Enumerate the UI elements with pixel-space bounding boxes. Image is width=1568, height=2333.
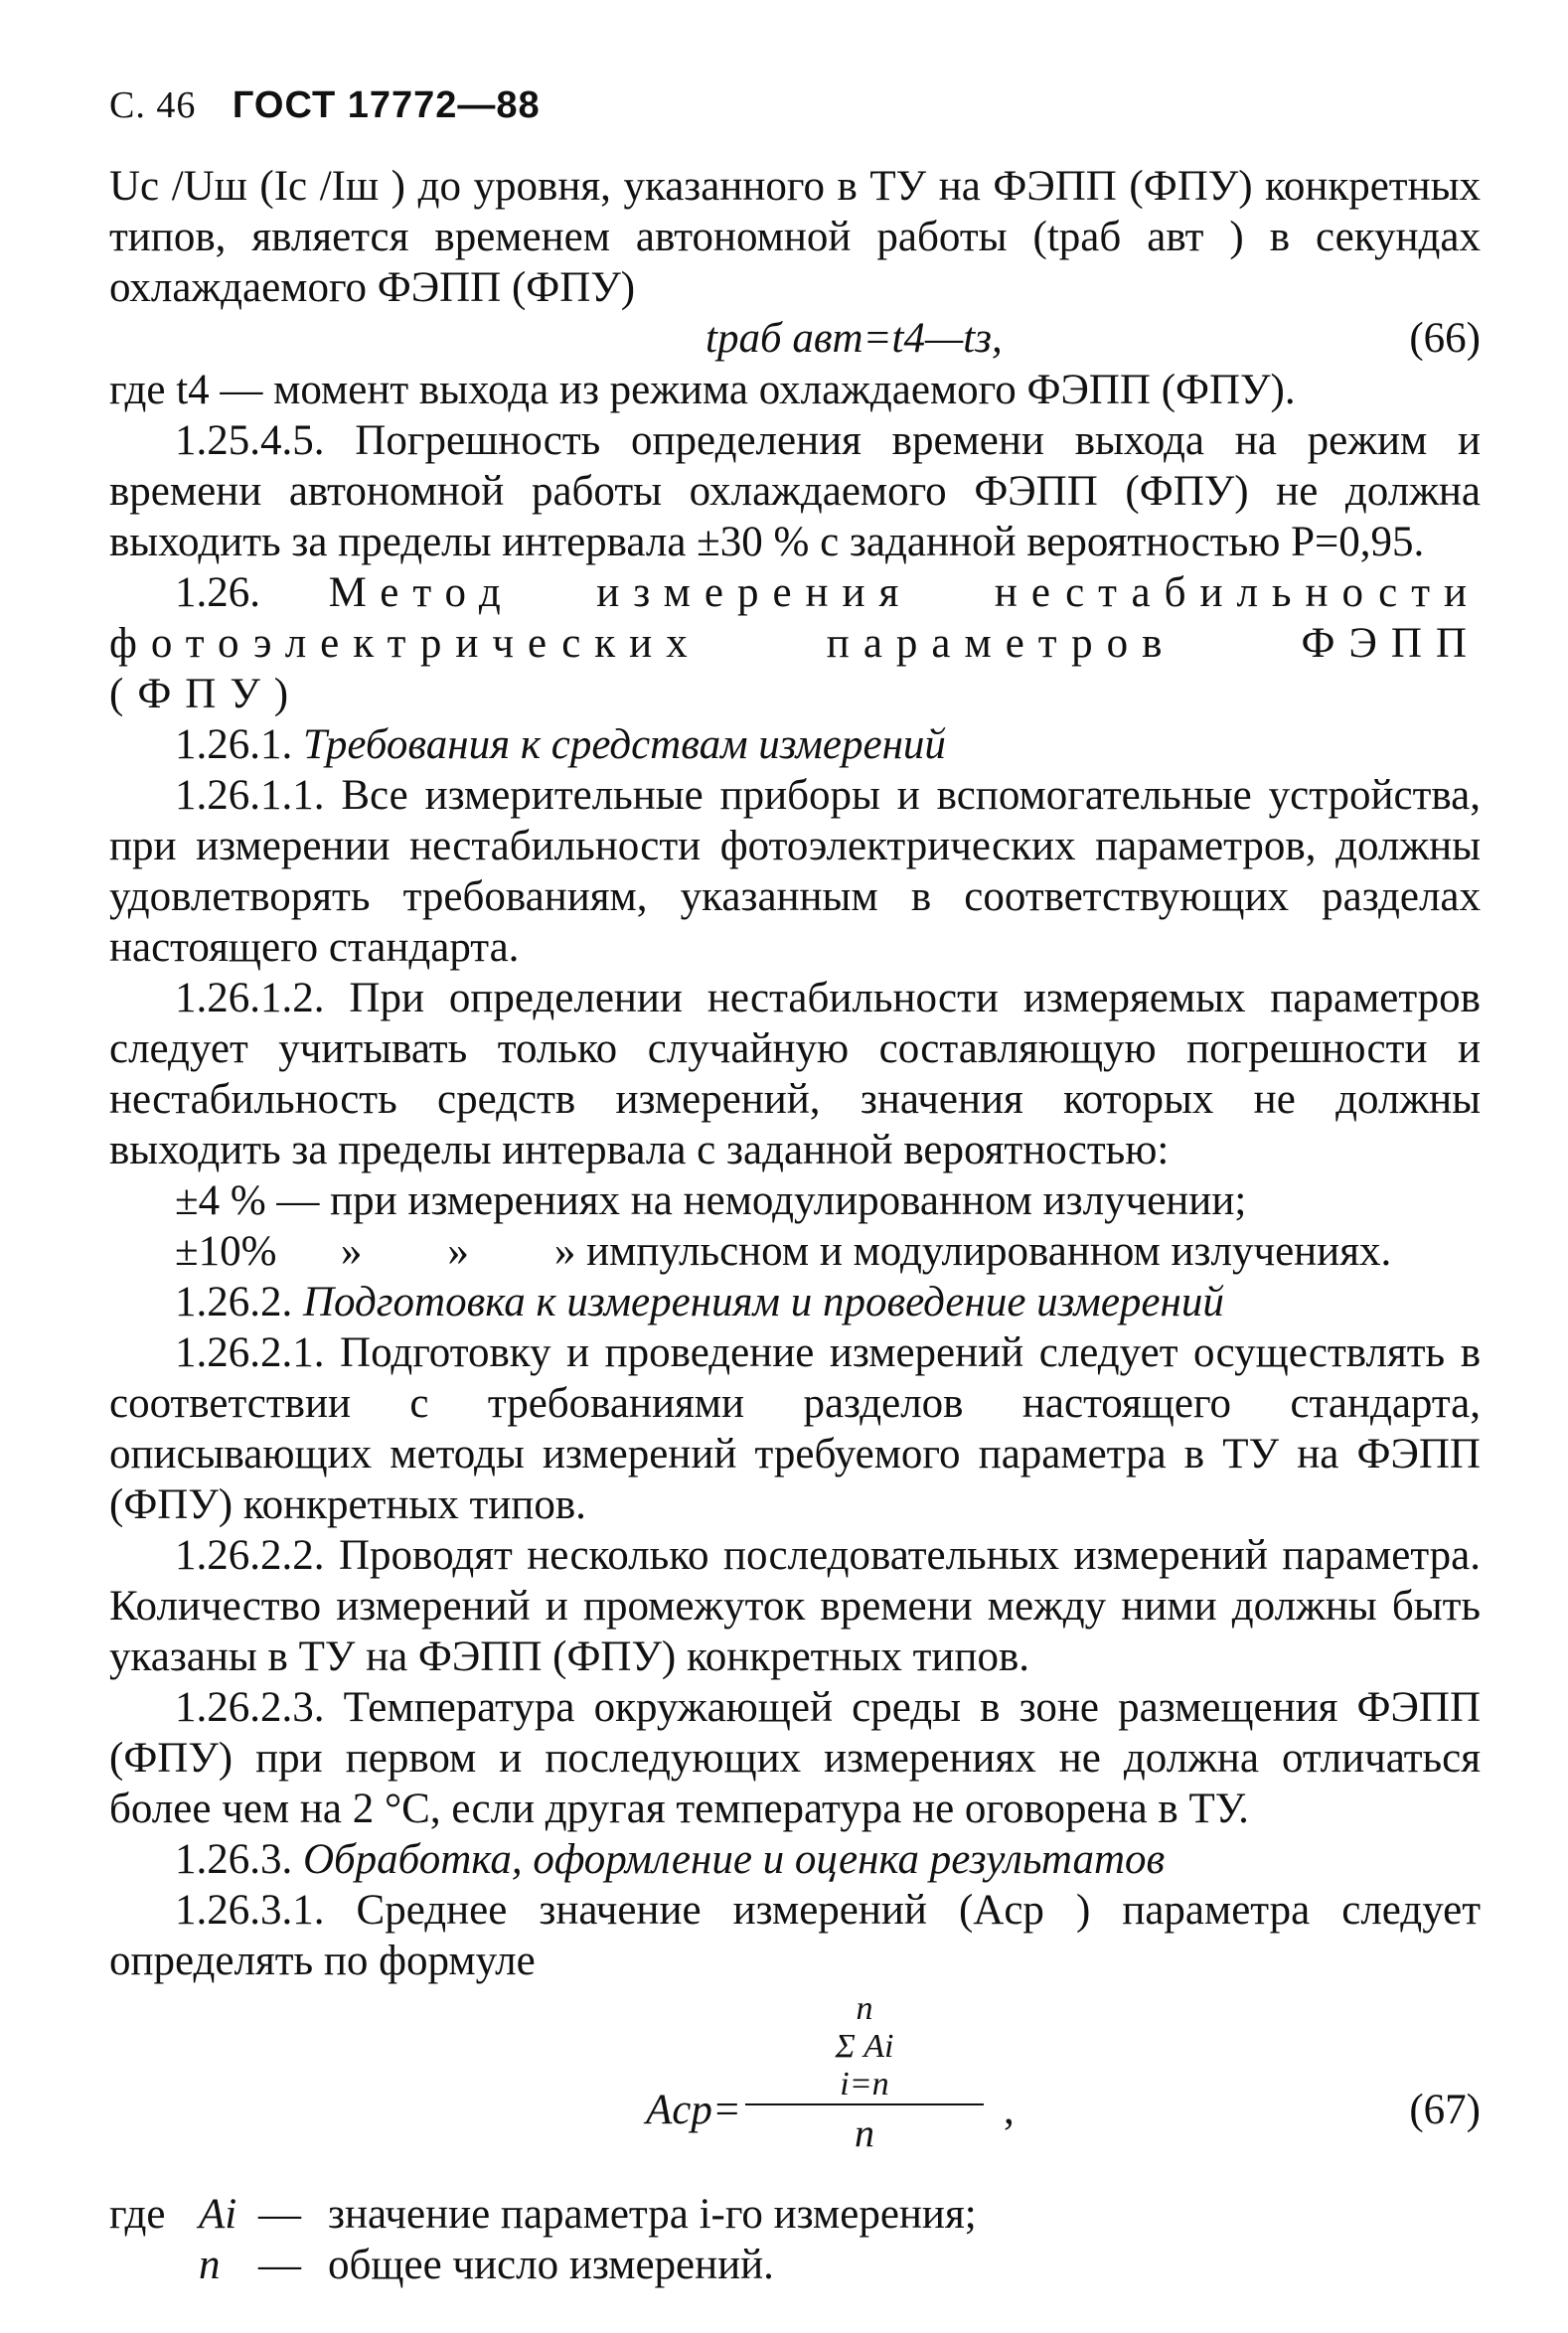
fraction-bar [745,2103,984,2105]
where-line-1 [109,2189,1481,2240]
section-number: 1.26. [175,569,260,616]
formula-number: (67) [1409,2087,1481,2133]
where-symbol: n [199,2242,221,2288]
page-number: С. 46 [109,84,197,126]
paragraph: ±4 % — при измерениях на немодулированном излучении; [175,1177,1247,1224]
formula-comma: , [1004,2087,1015,2133]
formula-66 [109,313,1481,365]
section-title: Метод измерения нестабильности фотоэлектрических параметров ФЭПП (ФПУ) [109,569,1481,717]
formula-denominator: n [855,2110,874,2155]
section-heading [109,567,1481,719]
sum-expression: Σ Ai [835,2028,894,2065]
subsection-title: Подготовка к измерениям и проведение измерений [303,1279,1224,1325]
paragraph: ±10% » » » импульсном и модулированном излучениях. [175,1228,1392,1275]
subsection-heading [109,719,1481,770]
formula-number: (66) [1409,315,1481,362]
sum-upper-limit: n [856,1990,873,2027]
formula-numerator [745,1990,984,2103]
page-header [109,83,1481,127]
subsection-number: 1.26.3. [175,1836,293,1883]
paragraph: 1.26.2.1. Подготовку и проведение измерений следует осуществлять в соответствии с требованиями разделов настоящего стандарта, описывающих методы измерений требуемого параметра в ТУ на ФЭПП (ФПУ) конкретных типов. [109,1329,1481,1528]
paragraph: 1.25.4.5. Погрешность определения времени выхода на режим и времени автономной работы охлаждаемого ФЭПП (ФПУ) не должна выходить за пределы интервала ±30 % с заданной вероятностью P=0,95. [109,417,1481,565]
where-dash: — [258,2191,301,2238]
document-page [109,83,1481,2290]
where-text: общее число измерений. [328,2242,774,2288]
paragraph: Uс /Uш (Iс /Iш ) до уровня, указанного в ТУ на ФЭПП (ФПУ) конкретных типов, является временем автономной работы (tраб авт ) в секундах охлаждаемого ФЭПП (ФПУ) [109,163,1481,311]
formula-67 [109,1990,1481,2189]
paragraph: 1.26.1.2. При определении нестабильности измеряемых параметров следует учитывать только случайную составляющую погрешности и нестабильность средств измерений, значения которых не должны выходить за пределы интервала с заданной вероятностью: [109,975,1481,1173]
formula-expression: tраб авт=t4—tз, [706,315,1003,362]
subsection-number: 1.26.1. [175,721,293,768]
subsection-heading [109,1834,1481,1885]
where-symbol: Ai [199,2191,237,2238]
subsection-title: Обработка, оформление и оценка результатов [303,1836,1166,1883]
where-text: значение параметра i-го измерения; [328,2191,977,2238]
subsection-number: 1.26.2. [175,1279,293,1325]
subsection-title: Требования к средствам измерений [303,721,946,768]
where-intro: где [109,2191,166,2238]
paragraph: 1.26.2.2. Проводят несколько последовательных измерений параметра. Количество измерений и промежуток времени между ними должны быть указаны в ТУ на ФЭПП (ФПУ) конкретных типов. [109,1532,1481,1680]
sum-lower-limit: i=n [840,2066,889,2102]
subsection-heading [109,1277,1481,1327]
where-dash: — [258,2242,301,2288]
formula-lhs: Aср= [646,2087,741,2133]
where-line-2 [109,2240,1481,2290]
paragraph: 1.26.2.3. Температура окружающей среды в зоне размещения ФЭПП (ФПУ) при первом и последующих измерениях не должна отличаться более чем на 2 °С, если другая температура не оговорена в ТУ. [109,1684,1481,1832]
standard-id: ГОСТ 17772—88 [232,84,541,126]
paragraph: 1.26.3.1. Среднее значение измерений (Aср ) параметра следует определять по формуле [109,1887,1481,1984]
paragraph: где t4 — момент выхода из режима охлаждаемого ФЭПП (ФПУ). [109,367,1296,413]
paragraph: 1.26.1.1. Все измерительные приборы и вспомогательные устройства, при измерении нестабильности фотоэлектрических параметров, должны удовлетворять требованиям, указанным в соответствующих разделах настоящего стандарта. [109,772,1481,971]
